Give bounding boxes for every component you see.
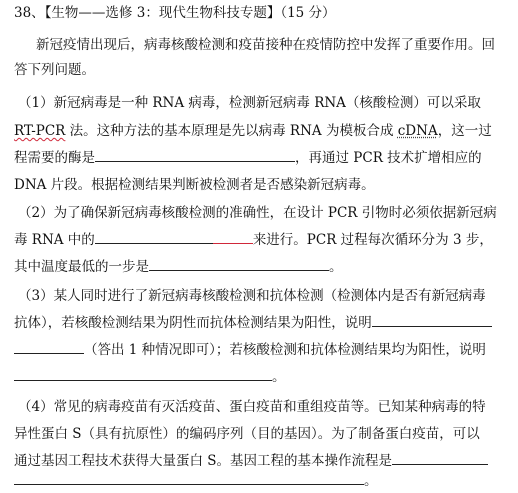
answer-blank-sequence-end <box>213 229 253 244</box>
part3-text: 。 <box>272 369 286 385</box>
answer-blank-enzyme[interactable] <box>95 147 295 162</box>
part4-line <box>14 470 378 492</box>
part3-line <box>14 312 492 334</box>
answer-blank-step[interactable] <box>149 256 329 271</box>
part1-text: ，这一过 <box>437 123 492 139</box>
part3-text: （答出 1 种情况即可）；若核酸检测和抗体检测结果均为阳性，说明 <box>84 342 486 358</box>
part3-text: 抗体），若核酸检测结果为阴性而抗体检测结果为阳性，说明 <box>14 315 372 331</box>
cdna-term: cDNA <box>397 123 438 139</box>
question-number: 38、 <box>14 5 45 21</box>
part1-line <box>14 120 492 142</box>
part1-line: （1）新冠病毒是一种 RNA 病毒，检测新冠病毒 RNA（核酸检测）可以采取 <box>18 95 481 111</box>
part1-text: ，再通过 PCR 技术扩增相应的 <box>295 150 482 166</box>
part2-text: 毒 RNA 中的 <box>14 232 95 248</box>
part4-text: 。 <box>364 473 378 489</box>
part1-line: DNA 片段。根据检测结果判断被检测者是否感染新冠病毒。 <box>14 177 375 193</box>
part3-line <box>14 339 486 361</box>
answer-blank-explain-1[interactable] <box>372 312 492 327</box>
part2-line <box>14 256 343 278</box>
part2-text: 来进行。PCR 过程每次循环分为 3 步， <box>252 232 493 248</box>
part1-text: 程需要的酶是 <box>14 150 95 166</box>
answer-blank-explain-2[interactable] <box>14 366 272 381</box>
answer-blank-procedure[interactable] <box>392 450 488 465</box>
part2-line <box>14 229 493 251</box>
question-heading <box>14 2 336 24</box>
part3-line: （3）某人同时进行了新冠病毒核酸检测和抗体检测（检测体内是否有新冠病毒 <box>18 288 486 304</box>
part2-line: （2）为了确保新冠病毒核酸检测的准确性，在设计 PCR 引物时必须依据新冠病 <box>18 205 497 221</box>
part1-text: 法。这种方法的基本原理是先以病毒 RNA 为模板合成 <box>65 123 398 139</box>
answer-blank-procedure-cont[interactable] <box>14 470 364 485</box>
intro-line: 答下列问题。 <box>14 62 95 78</box>
part4-line: 异性蛋白 S（具有抗原性）的编码序列（目的基因）。为了制备蛋白疫苗，可以 <box>14 426 480 442</box>
part2-text: 其中温度最低的一步是 <box>14 259 149 275</box>
rt-pcr-term: RT-PCR <box>14 123 66 139</box>
part4-line <box>14 450 488 472</box>
part4-text: 通过基因工程技术获得大量蛋白 S。基因工程的基本操作流程是 <box>14 453 393 469</box>
question-title: 【生物——选修 3：现代生物科技专题】 <box>44 5 281 21</box>
part2-text: 。 <box>329 259 343 275</box>
part4-line: （4）常见的病毒疫苗有灭活疫苗、蛋白疫苗和重组疫苗等。已知某种病毒的特 <box>18 399 486 415</box>
question-score: （15 分） <box>280 5 336 21</box>
answer-blank-sequence[interactable] <box>95 229 213 244</box>
intro-line: 新冠疫情出现后，病毒核酸检测和疫苗接种在疫情防控中发挥了重要作用。回 <box>36 37 495 53</box>
part3-line <box>14 366 286 388</box>
answer-blank-explain-1-cont[interactable] <box>14 339 84 354</box>
part1-line <box>14 147 482 169</box>
